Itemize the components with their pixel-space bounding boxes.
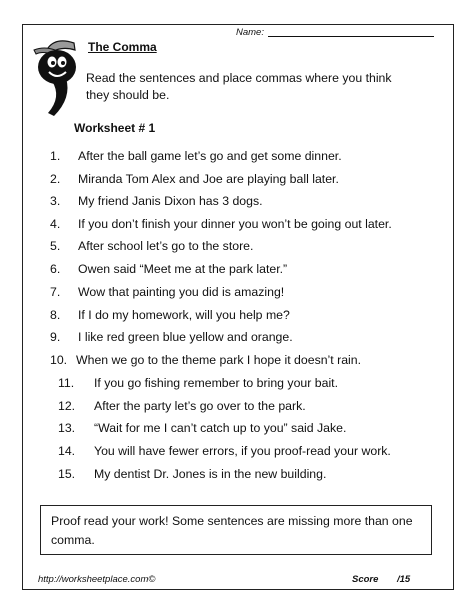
name-label: Name: (236, 27, 264, 38)
question-text: You will have fewer errors, if you proof-read your work. (94, 444, 391, 458)
worksheet-title: The Comma (88, 40, 157, 54)
question-number: 7. (50, 285, 61, 299)
question-number: 10. (50, 353, 68, 367)
question-text: After the ball game let’s go and get some dinner. (78, 149, 342, 163)
worksheet-number: Worksheet # 1 (74, 121, 156, 135)
question-text: My dentist Dr. Jones is in the new building. (94, 467, 327, 481)
question-number: 4. (50, 217, 61, 231)
question-number: 3. (50, 194, 61, 208)
question-number: 5. (50, 239, 61, 253)
question-text: If I do my homework, will you help me? (78, 308, 290, 322)
question-text: Wow that painting you did is amazing! (78, 285, 285, 299)
question-number: 2. (50, 172, 61, 186)
footer-url[interactable]: http://worksheetplace.com© (38, 574, 156, 585)
question-number: 14. (58, 444, 76, 458)
question-number: 1. (50, 149, 61, 163)
question-text: If you go fishing remember to bring your bait. (94, 376, 339, 390)
question-number: 9. (50, 330, 61, 344)
question-text: Miranda Tom Alex and Joe are playing ball later. (78, 172, 339, 186)
question-number: 12. (58, 399, 76, 413)
score-label: Score (352, 574, 379, 585)
question-number: 13. (58, 421, 76, 435)
score-total: /15 (397, 574, 411, 585)
proofread-note: Proof read your work! Some sentences are missing more than one comma. (51, 514, 413, 547)
question-number: 11. (58, 376, 75, 390)
question-text: When we go to the theme park I hope it doesn’t rain. (76, 353, 362, 367)
instructions: Read the sentences and place commas where you think they should be. (86, 71, 392, 102)
question-number: 8. (50, 308, 61, 322)
question-text: After the party let’s go over to the park. (94, 399, 306, 413)
question-number: 15. (58, 467, 76, 481)
question-text: I like red green blue yellow and orange. (78, 330, 293, 344)
question-text: If you don’t finish your dinner you won’t be going out later. (78, 217, 392, 231)
question-text: “Wait for me I can’t catch up to you” said Jake. (94, 421, 347, 435)
question-text: Owen said “Meet me at the park later.” (78, 262, 288, 276)
question-text: After school let’s go to the store. (78, 239, 254, 253)
question-text: My friend Janis Dixon has 3 dogs. (78, 194, 263, 208)
question-number: 6. (50, 262, 61, 276)
proofread-note-box (40, 505, 432, 555)
